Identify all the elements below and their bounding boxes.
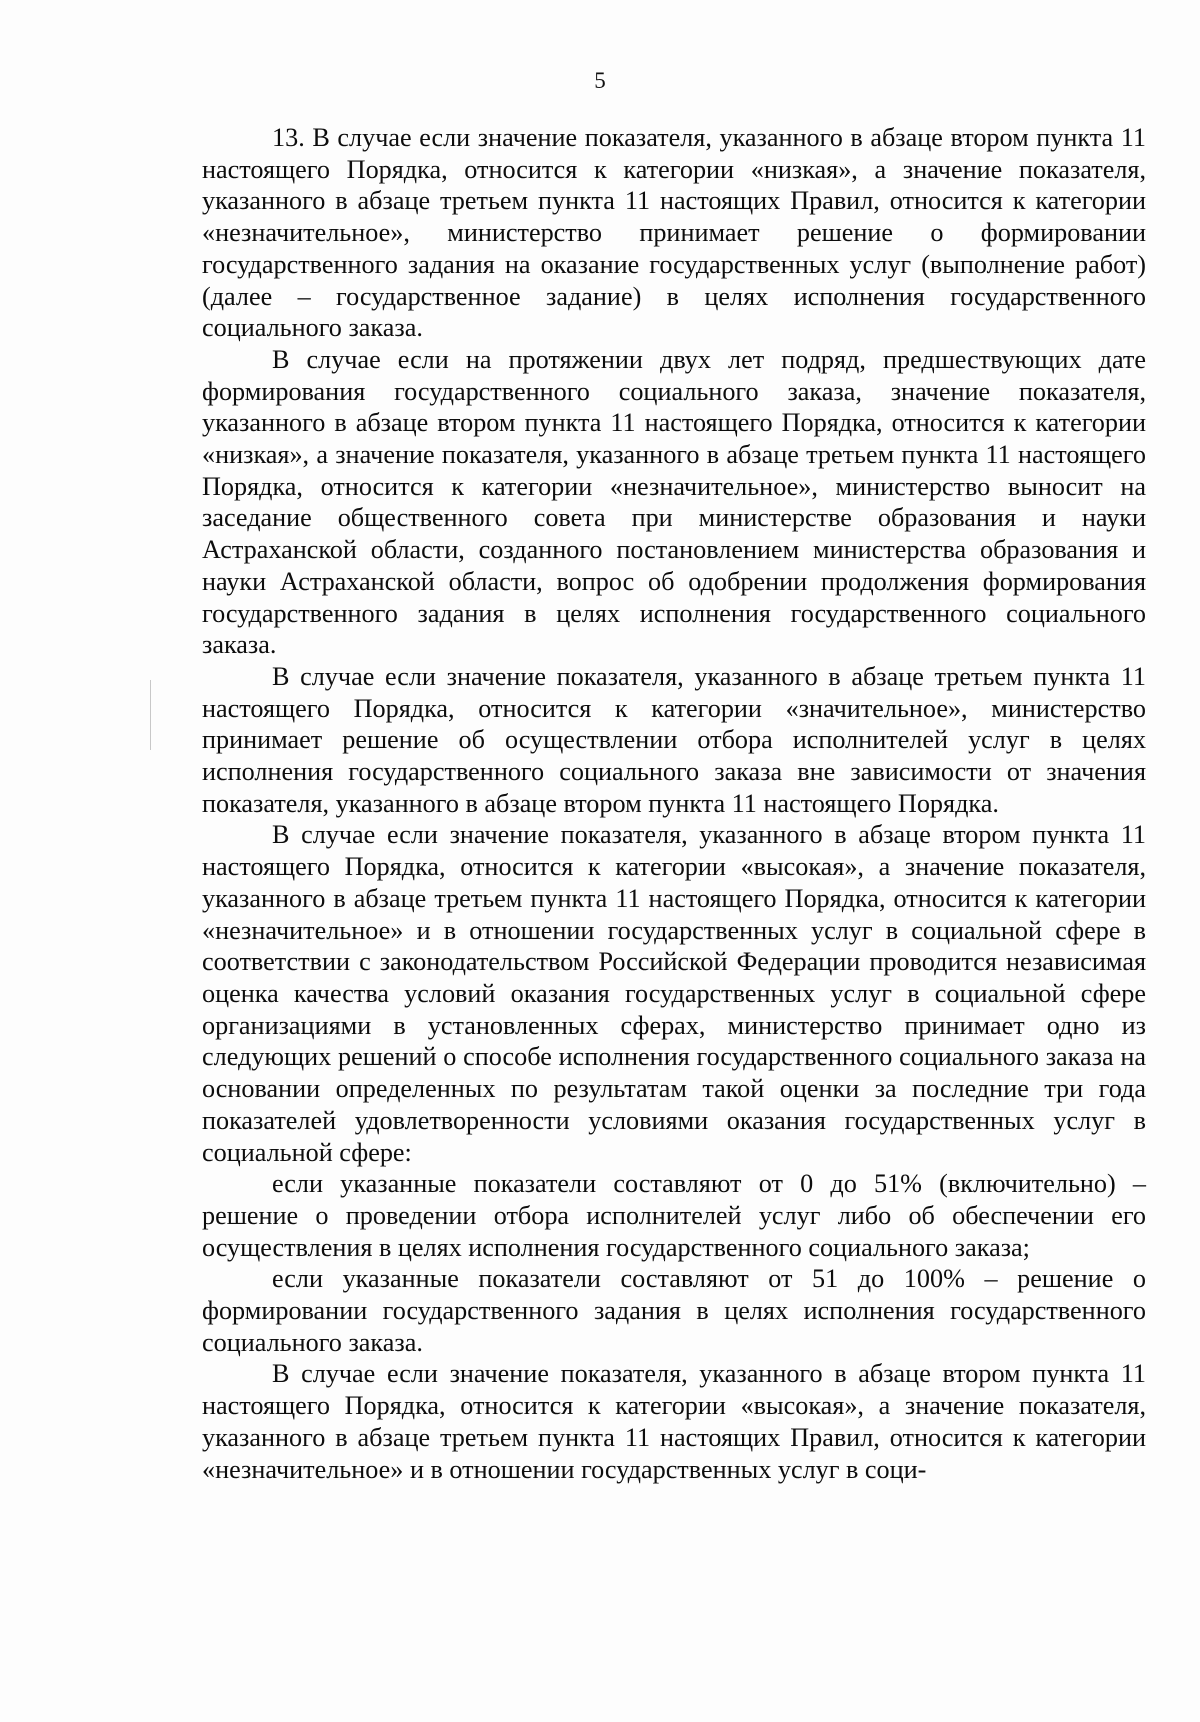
paragraph-significant: В случае если значение показателя, указанного в абзаце третьем пункта 11 настоящего Порядка, относится к категории «значительное», министерство принимает решение об осуществлении отбора исполнителей услуг в целях исполнения государственного социального заказа вне зависимости от значения показателя, указанного в абзаце втором пункта 11 настоящего Порядка. bbox=[202, 661, 1146, 818]
paragraph-high-category-rules: В случае если значение показателя, указанного в абзаце втором пункта 11 настоящего Порядка, относится к категории «высокая», а значение показателя, указанного в абзаце третьем пункта 11 настоящих Правил, относится к категории «незначительное» и в отношении государственных услуг в соци- bbox=[202, 1359, 1146, 1484]
paragraph-51-100: если указанные показатели составляют от 51 до 100% – решение о формировании государственного задания в целях исполнения государственного социального заказа. bbox=[202, 1264, 1146, 1357]
paragraph-two-years: В случае если на протяжении двух лет подряд, предшествующих дате формирования государственного социального заказа, значение показателя, указанного в абзаце втором пункта 11 настоящего Порядка, относится к категории «низкая», а значение показателя, указанного в абзаце третьем пункта 11 настоящего Порядка, относится к категории «незначительное», министерство выносит на заседание общественного совета при министерстве образования и науки Астраханской области, созданного постановлением министерства образования и науки Астраханской области, вопрос об одобрении продолжения формирования государственного задания в целях исполнения государственного социального заказа. bbox=[202, 344, 1146, 660]
paragraph-0-51: если указанные показатели составляют от 0 до 51% (включительно) – решение о проведении отбора исполнителей услуг либо об обеспечении его осуществления в целях исполнения государственного социального заказа; bbox=[202, 1169, 1146, 1262]
paragraph-high-category: В случае если значение показателя, указанного в абзаце втором пункта 11 настоящего Порядка, относится к категории «высокая», а значение показателя, указанного в абзаце третьем пункта 11 настоящего Порядка, относится к категории «незначительное» и в отношении государственных услуг в социальной сфере в соответствии с законодательством Российской Федерации проводится независимая оценка качества условий оказания государственных услуг в социальной сфере организациями в установленных сферах, министерство принимает одно из следующих решений о способе исполнения государственного социального заказа на основании определенных по результатам такой оценки за последние три года показателей удовлетворенности условиями оказания государственных услуг в социальной сфере: bbox=[202, 820, 1146, 1167]
page-number: 5 bbox=[594, 68, 606, 93]
paragraph-13: 13. В случае если значение показателя, указанного в абзаце втором пункта 11 настоящего Порядка, относится к категории «низкая», а значение показателя, указанного в абзаце третьем пункта 11 настоящих Правил, относится к категории «незначительное», министерство принимает решение о формировании государственного задания на оказание государственных услуг (выполнение работ) (далее – государственное задание) в целях исполнения государственного социального заказа. bbox=[202, 123, 1146, 343]
document-body bbox=[202, 122, 1146, 1485]
scan-artifact-line bbox=[150, 680, 151, 750]
